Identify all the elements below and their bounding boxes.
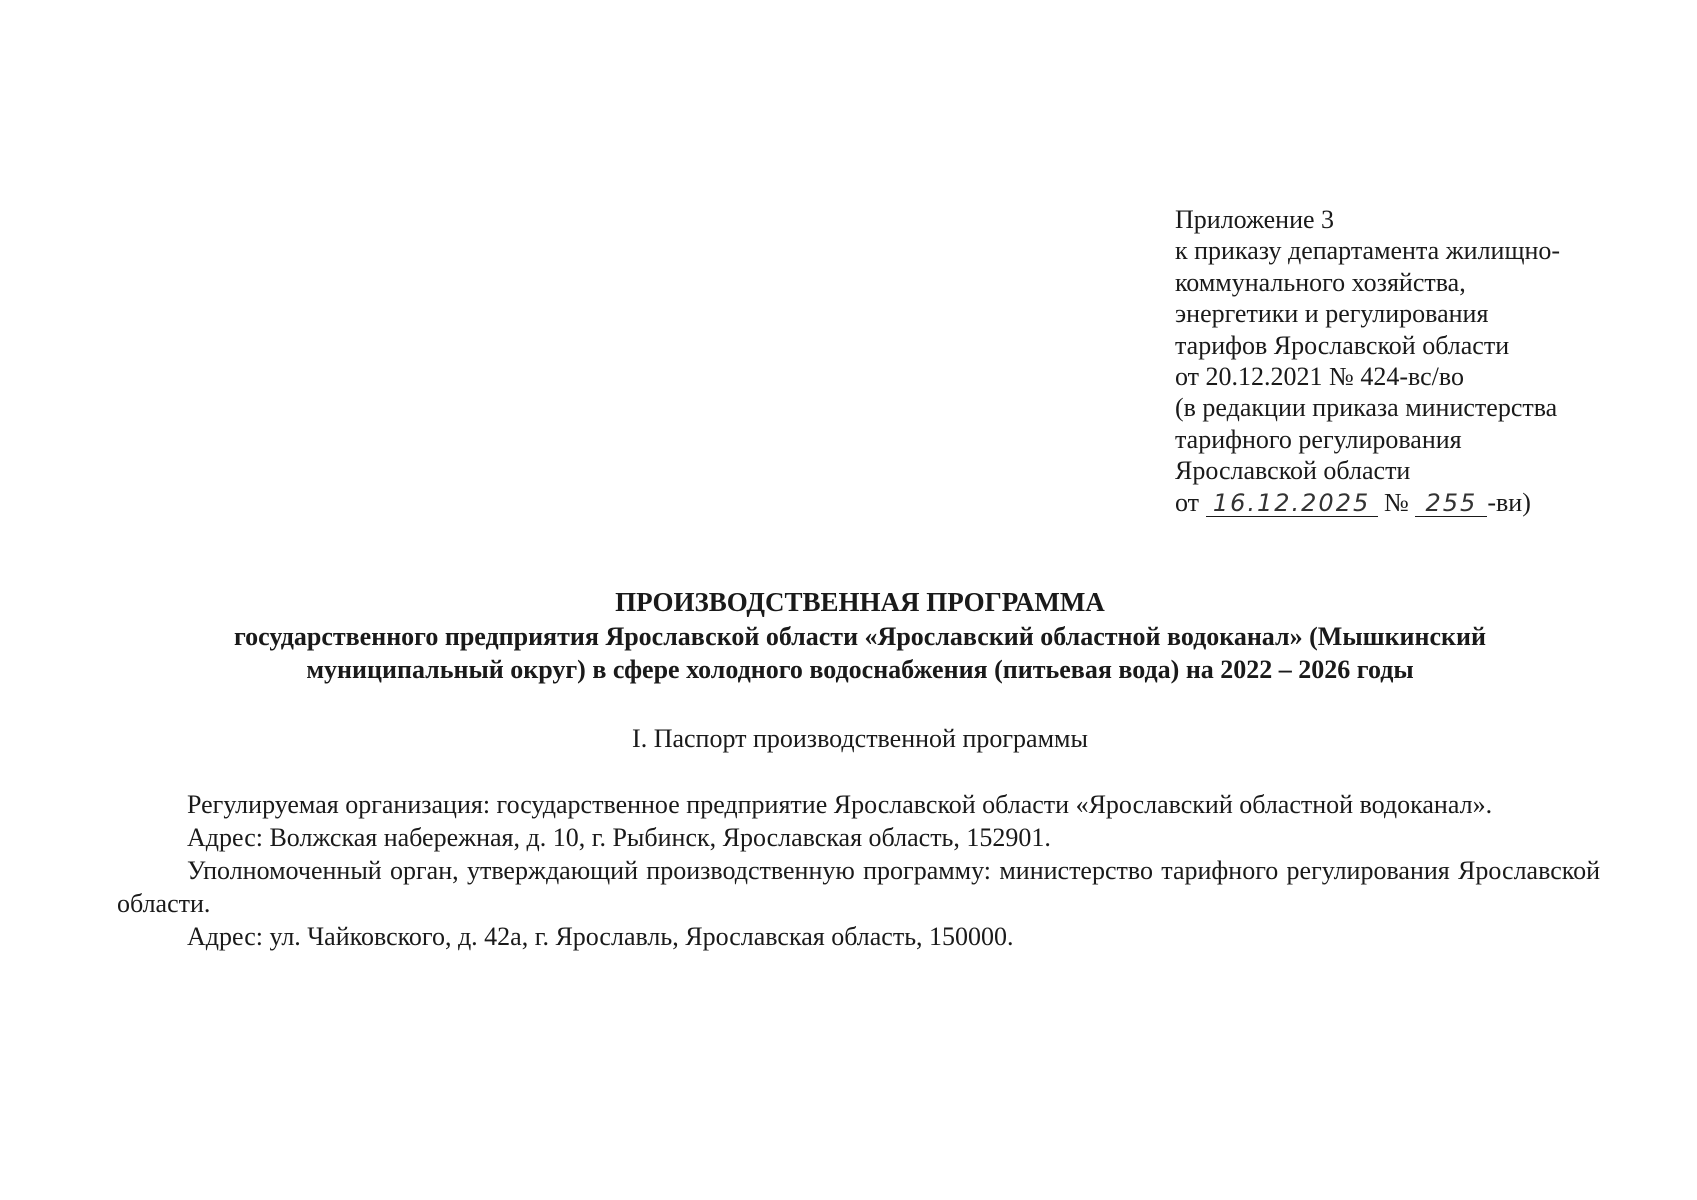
handwritten-date: 16.12.2025 <box>1206 490 1378 517</box>
section-heading: I. Паспорт производственной программы <box>632 724 1088 753</box>
appendix-line: коммунального хозяйства, <box>1175 267 1466 297</box>
paragraph-organization: Регулируемая организация: государственное предприятие Ярославской области «Ярославский областной водоканал». <box>187 790 1493 819</box>
appendix-suffix: -ви) <box>1487 487 1531 517</box>
title-subtitle-line1: государственного предприятия Ярославской области «Ярославский областной водоканал» (Мышкинский <box>234 622 1486 651</box>
appendix-line: к приказу департамента жилищно- <box>1175 236 1561 266</box>
appendix-header <box>1175 204 1655 518</box>
paragraph-authority-address: Адрес: ул. Чайковского, д. 42а, г. Ярославль, Ярославская область, 150000. <box>187 922 1014 951</box>
appendix-line: энергетики и регулирования <box>1175 299 1489 329</box>
appendix-line: Приложение 3 <box>1175 205 1335 234</box>
appendix-line: тарифов Ярославской области <box>1175 330 1510 360</box>
handwritten-number: 255 <box>1415 490 1487 517</box>
title-main: ПРОИЗВОДСТВЕННАЯ ПРОГРАММА <box>615 587 1105 617</box>
document-title <box>120 586 1600 686</box>
paragraph-authority: Уполномоченный орган, утверждающий производственную программу: министерство тарифного регулирования Ярославской области. <box>117 856 1600 918</box>
appendix-line: от 20.12.2021 № 424-вс/во <box>1175 362 1464 392</box>
appendix-line: (в редакции приказа министерства <box>1175 393 1558 423</box>
number-sign: № <box>1384 487 1409 517</box>
title-subtitle-line2: муниципальный округ) в сфере холодного водоснабжения (питьевая вода) на 2022 – 2026 годы <box>306 655 1414 684</box>
appendix-last-line <box>1175 487 1655 518</box>
paragraph-organization-address: Адрес: Волжская набережная, д. 10, г. Рыбинск, Ярославская область, 152901. <box>187 823 1051 852</box>
appendix-line: тарифного регулирования <box>1175 424 1462 454</box>
appendix-prefix: от <box>1175 487 1200 517</box>
appendix-line: Ярославской области <box>1175 456 1411 486</box>
body-text <box>117 788 1600 953</box>
